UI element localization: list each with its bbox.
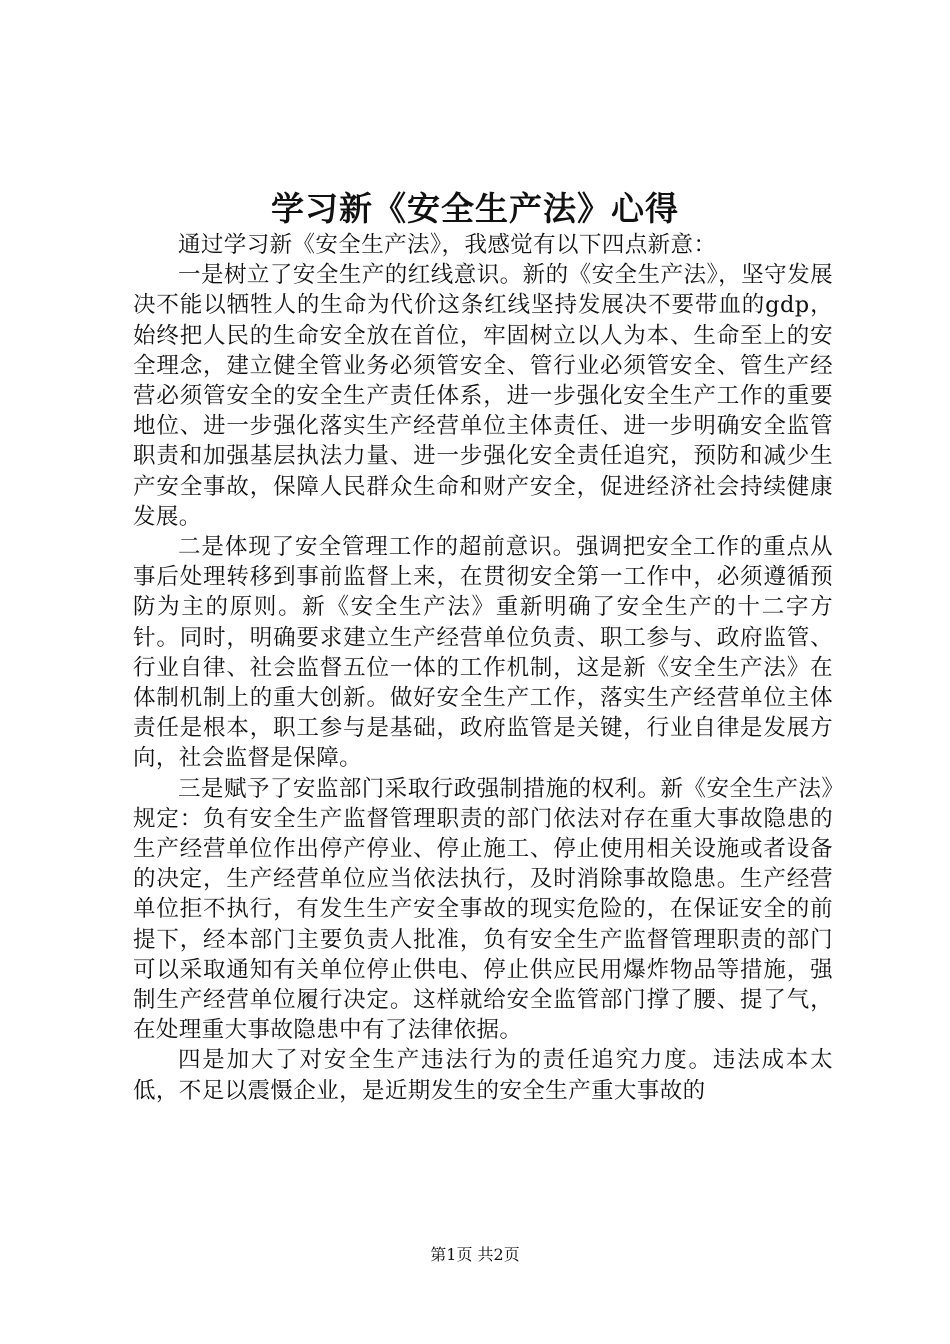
paragraph-point-one: 一是树立了安全生产的红线意识。新的《安全生产法》，坚守发展决不能以牺牲人的生命为代价这条红线坚持发展决不要带血的gdp，始终把人民的生命安全放在首位，牢固树立以人为本、生命至上的安全理念，建立健全管业务必须管安全、管行业必须管安全、管生产经营必须管安全的安全生产责任体系，进一步强化安全生产工作的重要地位、进一步强化落实生产经营单位主体责任、进一步明确安全监管职责和加强基层执法力量、进一步强化安全责任追究，预防和减少生产安全事故，保障人民群众生命和财产安全，促进经济社会持续健康发展。	[133, 262, 833, 530]
page-number-footer: 第1页 共2页	[430, 1245, 520, 1264]
paragraph-point-four: 四是加大了对安全生产违法行为的责任追究力度。违法成本太低，不足以震慑企业，是近期发生的安全生产重大事故的	[133, 1047, 833, 1104]
paragraph-point-three: 三是赋予了安监部门采取行政强制措施的权利。新《安全生产法》规定：负有安全生产监督管理职责的部门依法对存在重大事故隐患的生产经营单位作出停产停业、停止施工、停止使用相关设施或者设备的决定，生产经营单位应当依法执行，及时消除事故隐患。生产经营单位拒不执行，有发生生产安全事故的现实危险的，在保证安全的前提下，经本部门主要负责人批准，负有安全生产监督管理职责的部门可以采取通知有关单位停止供电、停止供应民用爆炸物品等措施，强制生产经营单位履行决定。这样就给安全监管部门撑了腰、提了气，在处理重大事故隐患中有了法律依据。	[133, 775, 833, 1044]
document-title: 学习新《安全生产法》心得	[271, 189, 679, 228]
paragraph-point-two: 二是体现了安全管理工作的超前意识。强调把安全工作的重点从事后处理转移到事前监督上来，在贯彻安全第一工作中，必须遵循预防为主的原则。新《安全生产法》重新明确了安全生产的十二字方针。同时，明确要求建立生产经营单位负责、职工参与、政府监管、行业自律、社会监督五位一体的工作机制，这是新《安全生产法》在体制机制上的重大创新。做好安全生产工作，落实生产经营单位主体责任是根本，职工参与是基础，政府监管是关键，行业自律是发展方向，社会监督是保障。	[133, 534, 833, 772]
paragraph-intro: 通过学习新《安全生产法》，我感觉有以下四点新意：	[178, 232, 717, 258]
document-body	[133, 230, 833, 1106]
